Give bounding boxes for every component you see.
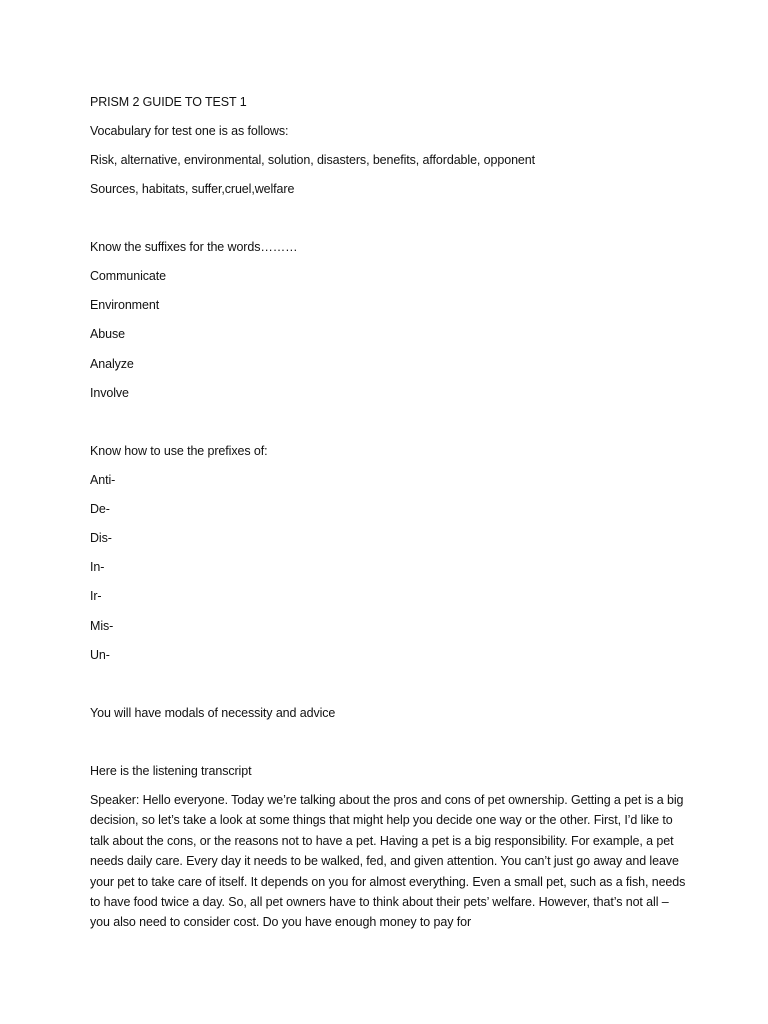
suffix-word: Communicate — [90, 269, 167, 283]
listening-transcript: Speaker: Hello everyone. Today we’re talking about the pros and cons of pet ownership. Getting a pet is a big decision, so let’s take a look at some things that might help you decide one way or the other. First, I’d like to talk about the cons, or the reasons not to have a pet. Having a pet is a big responsibility. For example, a pet needs daily care. Every day it needs to be walked, fed, and given attention. You can’t just go away and leave your pet to take care of itself. It depends on you for almost everything. Even a small pet, such as a fish, needs to have food twice a day. So, all pet owners have to think about their pets’ welfare. However, that’s not all – you also need to consider cost. Do you have enough money to pay for — [90, 793, 686, 930]
modals-note: You will have modals of necessity and advice — [90, 706, 336, 720]
prefix-item: Mis- — [90, 619, 114, 633]
prefix-item: In- — [90, 560, 105, 574]
vocabulary-intro: Vocabulary for test one is as follows: — [90, 124, 289, 138]
prefix-item: De- — [90, 502, 110, 516]
suffix-intro: Know the suffixes for the words……… — [90, 240, 298, 254]
suffix-word: Environment — [90, 298, 160, 312]
prefix-intro: Know how to use the prefixes of: — [90, 444, 268, 458]
transcript-intro: Here is the listening transcript — [90, 764, 252, 778]
suffix-word: Analyze — [90, 357, 134, 371]
prefix-item: Dis- — [90, 531, 112, 545]
suffix-word: Involve — [90, 386, 129, 400]
prefix-item: Anti- — [90, 473, 116, 487]
prefix-item: Un- — [90, 648, 110, 662]
prefix-item: Ir- — [90, 589, 102, 603]
suffix-word: Abuse — [90, 327, 125, 341]
vocabulary-list-line-1: Risk, alternative, environmental, solution, disasters, benefits, affordable, opponent — [90, 153, 536, 167]
vocabulary-list-line-2: Sources, habitats, suffer,cruel,welfare — [90, 182, 295, 196]
document-title: PRISM 2 GUIDE TO TEST 1 — [90, 95, 247, 109]
